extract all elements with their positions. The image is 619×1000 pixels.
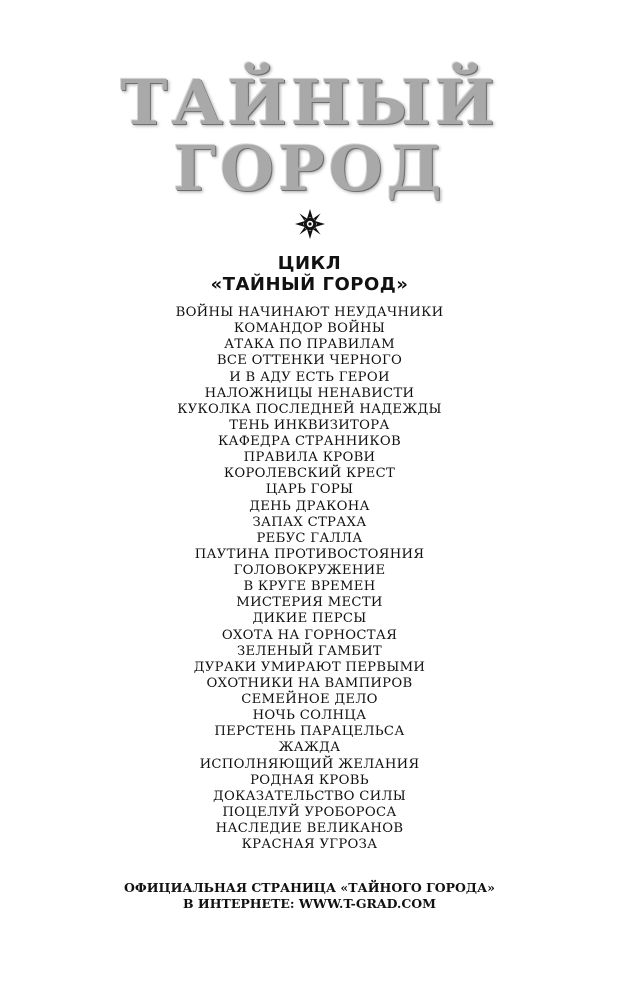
cycle-label: ЦИКЛ — [277, 253, 342, 274]
list-item: ОХОТНИКИ НА ВАМПИРОВ — [206, 675, 413, 691]
eight-point-star-icon — [294, 208, 326, 240]
list-item: ДЕНЬ ДРАКОНА — [249, 498, 370, 514]
list-item: В КРУГЕ ВРЕМЕН — [243, 579, 376, 595]
list-item: ИСПОЛНЯЮЩИЙ ЖЕЛАНИЯ — [199, 756, 420, 772]
list-item: АТАКА ПО ПРАВИЛАМ — [224, 337, 395, 353]
list-item: ЗАПАХ СТРАХА — [252, 514, 367, 530]
list-item: НАСЛЕДИЕ ВЕЛИКАНОВ — [215, 821, 404, 836]
list-item: ПЕРСТЕНЬ ПАРАЦЕЛЬСА — [214, 724, 405, 740]
official-page-note: ОФИЦИАЛЬНАЯ СТРАНИЦА «ТАЙНОГО ГОРОДА» — [123, 880, 495, 895]
list-item: РОДНАЯ КРОВЬ — [250, 772, 369, 788]
list-item: СЕМЕЙНОЕ ДЕЛО — [241, 692, 378, 707]
list-item: ВСЕ ОТТЕНКИ ЧЕРНОГО — [216, 353, 403, 369]
list-item: ОХОТА НА ГОРНОСТАЯ — [221, 627, 398, 643]
list-item: КУКОЛКА ПОСЛЕДНЕЙ НАДЕЖДЫ — [177, 401, 442, 417]
list-item: ПАУТИНА ПРОТИВОСТОЯНИЯ — [194, 546, 425, 562]
list-item: ПРАВИЛА КРОВИ — [243, 450, 376, 466]
list-item: НАЛОЖНИЦЫ НЕНАВИСТИ — [204, 385, 415, 401]
list-item: ГОЛОВОКРУЖЕНИЕ — [233, 563, 386, 578]
list-item: ДИКИЕ ПЕРСЫ — [252, 611, 367, 627]
list-item: КОМАНДОР ВОЙНЫ — [233, 321, 386, 337]
list-item: ВОЙНЫ НАЧИНАЮТ НЕУДАЧНИКИ — [175, 305, 444, 320]
list-item: ЦАРЬ ГОРЫ — [265, 482, 354, 498]
series-logo-line-1: ТАЙНЫЙ — [120, 66, 499, 139]
list-item: КОРОЛЕВСКИЙ КРЕСТ — [223, 466, 396, 482]
list-item: ТЕНЬ ИНКВИЗИТОРА — [229, 417, 390, 433]
list-item: РЕБУС ГАЛЛА — [256, 530, 363, 546]
list-item: КРАСНАЯ УГРОЗА — [241, 837, 378, 853]
list-item: ЗЕЛЕНЫЙ ГАМБИТ — [236, 643, 383, 659]
list-item: КАФЕДРА СТРАННИКОВ — [218, 434, 401, 449]
book-list — [0, 305, 619, 853]
list-item: ПОЦЕЛУЙ УРОБОРОСА — [222, 804, 397, 820]
list-item: МИСТЕРИЯ МЕСТИ — [236, 595, 383, 611]
website-note: В ИНТЕРНЕТЕ: WWW.T-GRAD.COM — [182, 896, 437, 911]
list-item: ДОКАЗАТЕЛЬСТВО СИЛЫ — [212, 788, 407, 804]
list-item: ЖАЖДА — [278, 740, 341, 756]
list-item: НОЧЬ СОЛНЦА — [252, 708, 367, 724]
list-item: ДУРАКИ УМИРАЮТ ПЕРВЫМИ — [193, 659, 426, 675]
cycle-name: «ТАЙНЫЙ ГОРОД» — [210, 274, 409, 295]
list-item: И В АДУ ЕСТЬ ГЕРОИ — [229, 369, 390, 385]
series-logo-line-2: ГОРОД — [173, 132, 446, 205]
